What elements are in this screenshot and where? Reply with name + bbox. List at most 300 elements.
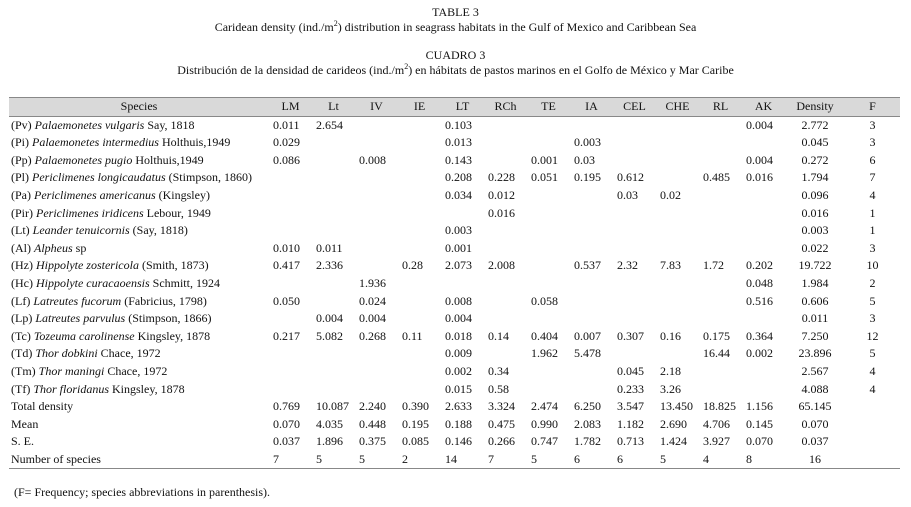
table-cell: 0.268 — [359, 328, 386, 343]
table-cell — [398, 222, 441, 240]
table-cell — [398, 310, 441, 328]
table-cell — [699, 152, 742, 170]
table-cell: 2.083 — [574, 416, 601, 431]
table-cell: 13.450 — [660, 399, 693, 414]
table-cell: 1.156 — [746, 399, 773, 414]
species-row — [9, 205, 900, 223]
table-cell: 0.016 — [488, 205, 515, 220]
table-cell: 2.474 — [531, 399, 558, 414]
species-name: Alpheus — [34, 240, 73, 255]
species-name: Hippolyte curacaoensis — [35, 275, 150, 290]
species-cell — [9, 116, 269, 134]
table-cell: 2.18 — [660, 363, 681, 378]
table-cell: 1.984 — [801, 275, 829, 290]
table-cell: 0.272 — [801, 152, 829, 167]
table-cell: 0.010 — [273, 240, 300, 255]
species-cell — [9, 240, 269, 258]
table-cell: 0.002 — [746, 346, 773, 361]
table-cell: 0.769 — [273, 399, 300, 414]
table-cell — [398, 134, 441, 152]
spanish-caption — [0, 48, 911, 78]
table-cell: 0.34 — [488, 363, 509, 378]
table-cell — [656, 205, 699, 223]
table-cell — [699, 310, 742, 328]
title-part: Caridean density (ind./m — [214, 20, 334, 34]
species-abbreviation: (Pi) — [11, 135, 32, 150]
species-author: Kingsley, 1878 — [134, 328, 211, 343]
column-header: LT — [441, 98, 484, 117]
column-header: TE — [527, 98, 570, 117]
table-cell: 0.012 — [488, 187, 515, 202]
table-cell — [484, 134, 527, 152]
species-name: Palaemonetes pugio — [34, 152, 133, 167]
table-cell: 1.424 — [660, 434, 687, 449]
summary-row — [9, 398, 900, 416]
table-cell: 1.896 — [316, 434, 343, 449]
header-row — [9, 98, 900, 117]
table-cell: 0.002 — [445, 363, 472, 378]
table-cell — [398, 381, 441, 399]
table-cell — [699, 116, 742, 134]
table-cell: 0.417 — [273, 258, 300, 273]
table-cell — [527, 381, 570, 399]
table-cell — [613, 152, 656, 170]
table-cell: 5 — [869, 346, 876, 361]
table-cell: 0.024 — [359, 293, 386, 308]
table-cell: 0.070 — [801, 416, 829, 431]
table-cell — [527, 187, 570, 205]
table-cell: 7 — [869, 170, 876, 185]
table-cell: 0.228 — [488, 170, 515, 185]
table-cell: 10 — [866, 258, 879, 273]
table-cell: 0.003 — [574, 135, 601, 150]
species-cell — [9, 222, 269, 240]
species-cell — [9, 381, 269, 399]
table-cell: 2 — [398, 451, 441, 469]
table-cell — [570, 310, 613, 328]
species-cell — [9, 152, 269, 170]
table-cell — [742, 381, 785, 399]
table-cell — [613, 345, 656, 363]
table-cell — [742, 310, 785, 328]
table-cell: 0.058 — [531, 293, 558, 308]
table-cell — [355, 345, 398, 363]
table-cell: 3 — [869, 240, 876, 255]
table-cell: 0.448 — [359, 416, 386, 431]
table-cell: 6 — [613, 451, 656, 469]
table-cell: 1.936 — [359, 275, 386, 290]
table-cell — [527, 240, 570, 258]
table-cell — [656, 222, 699, 240]
species-abbreviation: (Al) — [11, 240, 34, 255]
table-cell — [355, 381, 398, 399]
table-cell: 0.015 — [445, 381, 472, 396]
species-cell — [9, 205, 269, 223]
species-abbreviation: (Tm) — [11, 363, 39, 378]
table-cell — [269, 310, 312, 328]
table-cell: 16 — [785, 451, 845, 469]
table-cell: 1.794 — [801, 170, 829, 185]
table-cell — [570, 275, 613, 293]
table-cell — [355, 169, 398, 187]
table-cell — [613, 134, 656, 152]
table-cell: 0.007 — [574, 328, 601, 343]
table-cell — [742, 222, 785, 240]
column-header: IE — [398, 98, 441, 117]
species-row — [9, 345, 900, 363]
table-cell: 0.004 — [316, 311, 343, 326]
table-cell: 0.485 — [703, 170, 730, 185]
species-abbreviation: (Pir) — [11, 205, 36, 220]
species-abbreviation: (Pp) — [11, 152, 35, 167]
table-cell: 0.003 — [445, 223, 472, 238]
table-cell: 0.004 — [746, 117, 773, 132]
species-cell — [9, 169, 269, 187]
table-cell: 0.375 — [359, 434, 386, 449]
table-cell: 65.145 — [798, 399, 832, 414]
table-cell: 1.182 — [617, 416, 644, 431]
species-author: Schmitt, 1924 — [149, 275, 220, 290]
summary-row — [9, 433, 900, 451]
english-caption — [0, 5, 911, 35]
table-cell: 2.567 — [801, 363, 829, 378]
table-cell: 0.003 — [801, 223, 829, 238]
table-cell — [484, 222, 527, 240]
species-name: Periclimenes iridicens — [36, 205, 144, 220]
species-abbreviation: (Lp) — [11, 311, 36, 326]
table-cell: 5.478 — [574, 346, 601, 361]
column-header: RL — [699, 98, 742, 117]
species-author: (Stimpson, 1860) — [165, 170, 252, 185]
species-author: Say, 1818 — [144, 117, 195, 132]
table-cell: 4 — [699, 451, 742, 469]
table-cell: 2.32 — [617, 258, 638, 273]
column-header: IA — [570, 98, 613, 117]
title-superscript: 2 — [333, 19, 338, 28]
table-cell — [656, 293, 699, 311]
table-cell — [441, 205, 484, 223]
species-abbreviation: (Pl) — [11, 170, 32, 185]
table-cell — [398, 152, 441, 170]
table-cell — [484, 152, 527, 170]
table-cell — [355, 222, 398, 240]
table-cell — [398, 275, 441, 293]
species-author: (Fabricius, 1798) — [121, 293, 207, 308]
table-cell: 0.143 — [445, 152, 472, 167]
table-cell: 0.03 — [617, 187, 638, 202]
table-cell — [527, 222, 570, 240]
table-cell — [845, 451, 900, 469]
table-cell: 0.004 — [359, 311, 386, 326]
table-cell — [269, 205, 312, 223]
table-cell: 0.004 — [746, 152, 773, 167]
table-cell — [484, 293, 527, 311]
summary-label: S. E. — [11, 434, 35, 449]
table-cell: 0.048 — [746, 275, 773, 290]
table-cell: 0.195 — [402, 416, 429, 431]
table-cell: 19.722 — [798, 258, 832, 273]
table-cell: 0.008 — [445, 293, 472, 308]
table-cell: 0.747 — [531, 434, 558, 449]
table-cell: 0.009 — [445, 346, 472, 361]
table-cell — [570, 116, 613, 134]
species-cell — [9, 275, 269, 293]
table-cell — [269, 345, 312, 363]
column-header: AK — [742, 98, 785, 117]
table-title-english — [0, 20, 911, 35]
table-cell: 0.096 — [801, 187, 829, 202]
table-cell — [742, 134, 785, 152]
table-cell: 4.088 — [801, 381, 829, 396]
table-cell — [312, 293, 355, 311]
table-cell: 5 — [869, 293, 876, 308]
species-name: Palaemonetes vulgaris — [34, 117, 145, 132]
table-cell: 2.654 — [316, 117, 343, 132]
table-cell — [269, 381, 312, 399]
table-cell: 8 — [742, 451, 785, 469]
column-header: CHE — [656, 98, 699, 117]
species-author: (Say, 1818) — [129, 223, 188, 238]
table-cell: 0.085 — [402, 434, 429, 449]
table-cell — [845, 398, 900, 416]
table-cell: 4 — [869, 363, 876, 378]
table-cell: 0.016 — [746, 170, 773, 185]
species-author: (Smith, 1873) — [138, 258, 209, 273]
table-cell — [613, 275, 656, 293]
species-abbreviation: (Pa) — [11, 187, 34, 202]
table-cell — [312, 169, 355, 187]
table-cell — [699, 187, 742, 205]
table-cell — [312, 187, 355, 205]
table-cell: 1.72 — [703, 258, 724, 273]
title-part: ) distribution in seagrass habitats in the Gulf of Mexico and Caribbean Sea — [337, 20, 697, 34]
table-cell — [484, 310, 527, 328]
species-row — [9, 240, 900, 258]
table-cell: 0.612 — [617, 170, 644, 185]
column-header: RCh — [484, 98, 527, 117]
table-cell — [656, 116, 699, 134]
table-cell: 0.011 — [801, 311, 829, 326]
table-cell: 0.045 — [801, 135, 829, 150]
table-cell — [527, 257, 570, 275]
table-cell: 6 — [570, 451, 613, 469]
species-abbreviation: (Pv) — [11, 117, 35, 132]
table-cell — [613, 116, 656, 134]
table-cell — [699, 205, 742, 223]
table-cell: 0.011 — [273, 117, 300, 132]
species-row — [9, 257, 900, 275]
species-row — [9, 152, 900, 170]
species-author: Chace, 1972 — [104, 363, 168, 378]
summary-label: Number of species — [9, 451, 269, 469]
species-author: Lebour, 1949 — [143, 205, 211, 220]
table-cell — [398, 293, 441, 311]
table-cell — [613, 240, 656, 258]
species-cell — [9, 310, 269, 328]
species-cell — [9, 345, 269, 363]
table-cell: 3 — [869, 117, 876, 132]
density-table — [9, 97, 900, 469]
table-cell: 5 — [312, 451, 355, 469]
table-cell: 0.537 — [574, 258, 601, 273]
footnote: (F= Frequency; species abbreviations in parenthesis). — [14, 485, 271, 499]
table-cell — [699, 222, 742, 240]
table-cell — [355, 187, 398, 205]
table-cell: 6.250 — [574, 399, 601, 414]
table-cell — [570, 205, 613, 223]
species-cell — [9, 134, 269, 152]
table-cell: 0.208 — [445, 170, 472, 185]
table-cell — [845, 433, 900, 451]
table-cell: 5 — [355, 451, 398, 469]
table-cell — [613, 293, 656, 311]
column-header: F — [845, 98, 900, 117]
table-cell: 7.250 — [801, 328, 829, 343]
table-cell: 16.44 — [703, 346, 730, 361]
table-cell — [484, 345, 527, 363]
table-cell: 0.037 — [801, 434, 829, 449]
species-author: Kingsley, 1878 — [109, 381, 185, 396]
species-author: Holthuis,1949 — [158, 135, 231, 150]
table-cell: 0.051 — [531, 170, 558, 185]
table-cell: 3.26 — [660, 381, 681, 396]
table-cell — [269, 222, 312, 240]
table-cell: 0.050 — [273, 293, 300, 308]
table-cell — [484, 240, 527, 258]
table-cell — [699, 275, 742, 293]
table-cell — [527, 116, 570, 134]
table-cell: 0.175 — [703, 328, 730, 343]
table-cell: 0.307 — [617, 328, 644, 343]
title-superscript: 2 — [404, 62, 409, 71]
species-name: Leander tenuicornis — [32, 223, 130, 238]
table-cell — [570, 293, 613, 311]
table-cell: 0.364 — [746, 328, 773, 343]
table-cell — [656, 345, 699, 363]
table-cell: 1.962 — [531, 346, 558, 361]
table-cell: 0.266 — [488, 434, 515, 449]
table-cell — [656, 240, 699, 258]
species-abbreviation: (Hz) — [11, 258, 36, 273]
table-cell: 0.029 — [273, 135, 300, 150]
table-cell: 7 — [269, 451, 312, 469]
species-cell — [9, 187, 269, 205]
table-cell: 4.706 — [703, 416, 730, 431]
table-cell: 0.016 — [801, 205, 829, 220]
table-cell: 0.045 — [617, 363, 644, 378]
species-abbreviation: (Td) — [11, 346, 36, 361]
table-cell — [398, 345, 441, 363]
table-cell — [312, 381, 355, 399]
table-cell: 0.004 — [445, 311, 472, 326]
species-abbreviation: (Tf) — [11, 381, 34, 396]
table-cell — [398, 240, 441, 258]
species-name: Latreutes fucorum — [33, 293, 122, 308]
species-cell — [9, 293, 269, 311]
table-cell: 0.013 — [445, 135, 472, 150]
species-row — [9, 381, 900, 399]
table-cell: 0.404 — [531, 328, 558, 343]
column-header: LM — [269, 98, 312, 117]
table-cell: 12 — [866, 328, 879, 343]
species-name: Latreutes parvulus — [35, 311, 126, 326]
table-cell — [527, 205, 570, 223]
table-cell — [699, 240, 742, 258]
species-abbreviation: (Tc) — [11, 328, 34, 343]
species-name: Palaemonetes intermedius — [32, 135, 159, 150]
table-cell: 2.008 — [488, 258, 515, 273]
table-cell: 0.037 — [273, 434, 300, 449]
table-cell — [355, 116, 398, 134]
table-cell: 0.086 — [273, 152, 300, 167]
species-row — [9, 116, 900, 134]
table-cell — [312, 205, 355, 223]
summary-row — [9, 451, 900, 469]
column-header: Density — [785, 98, 845, 117]
table-cell — [699, 363, 742, 381]
table-cell — [312, 152, 355, 170]
table-cell — [699, 293, 742, 311]
column-header: CEL — [613, 98, 656, 117]
species-row — [9, 293, 900, 311]
table-cell: 0.011 — [316, 240, 343, 255]
column-header: Species — [9, 98, 269, 117]
table-cell — [355, 205, 398, 223]
table-cell: 2 — [869, 275, 876, 290]
summary-row — [9, 416, 900, 434]
table-cell — [355, 240, 398, 258]
table-cell — [656, 275, 699, 293]
table-cell: 0.475 — [488, 416, 515, 431]
table-cell: 2.772 — [801, 117, 829, 132]
table-cell: 6 — [869, 152, 876, 167]
species-author: sp — [72, 240, 87, 255]
column-header: IV — [355, 98, 398, 117]
table-cell — [656, 169, 699, 187]
species-row — [9, 275, 900, 293]
table-cell — [570, 222, 613, 240]
table-cell — [527, 275, 570, 293]
table-cell: 0.001 — [531, 152, 558, 167]
species-name: Thor dobkini — [35, 346, 98, 361]
table-cell — [742, 187, 785, 205]
species-row — [9, 169, 900, 187]
table-cell — [613, 222, 656, 240]
table-cell: 0.217 — [273, 328, 300, 343]
table-cell — [570, 240, 613, 258]
table-cell — [527, 310, 570, 328]
table-cell — [699, 381, 742, 399]
table-cell: 0.14 — [488, 328, 509, 343]
table-cell — [570, 363, 613, 381]
table-cell: 0.001 — [445, 240, 472, 255]
table-cell — [484, 275, 527, 293]
table-label-spanish: CUADRO 3 — [425, 48, 486, 62]
table-cell — [355, 363, 398, 381]
column-header: Lt — [312, 98, 355, 117]
species-row — [9, 134, 900, 152]
table-cell: 0.03 — [574, 152, 595, 167]
table-cell — [527, 134, 570, 152]
species-author: (Kingsley) — [155, 187, 210, 202]
table-cell: 3.927 — [703, 434, 730, 449]
table-cell — [312, 222, 355, 240]
table-cell — [312, 345, 355, 363]
table-cell: 0.202 — [746, 258, 773, 273]
table-cell: 2.633 — [445, 399, 472, 414]
species-row — [9, 363, 900, 381]
table-cell: 0.16 — [660, 328, 681, 343]
